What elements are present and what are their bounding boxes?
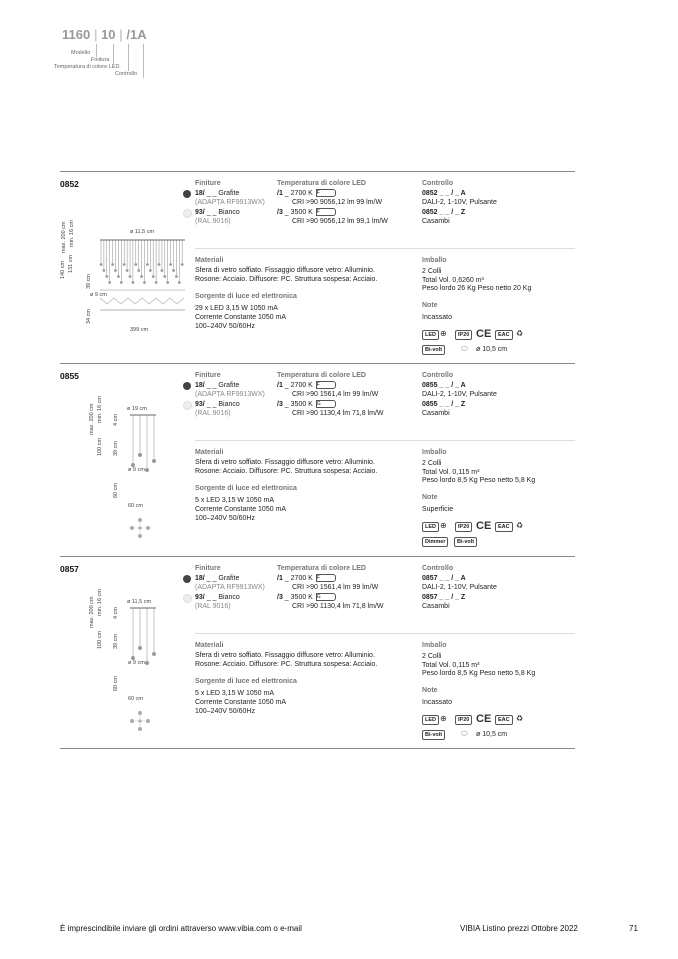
dim-diameter-top: ø 19 cm [127,406,147,412]
temp-title: Temperatura di colore LED [277,372,366,379]
control-code: 0852 _ _ / _ A [422,190,466,197]
source-line: Corrente Constante 1050 mA [195,506,287,513]
hole-diameter: ø 10,5 cm [476,731,508,738]
packing-line: Peso lordo 8,5 Kg Peso netto 5,8 Kg [422,477,536,484]
energy-class-badge: F [316,189,336,197]
led-badge: LED [422,715,439,725]
code-part-model: 1160 [62,27,91,42]
materials-title: Materiali [195,642,224,649]
packing-title: Imballo [422,257,447,264]
energy-class-badge: F [316,208,336,216]
driver-badge: Bi-volt [454,537,477,547]
dim-min: min. 16 cm [97,396,103,423]
temp-detail: CRI >90 1130,4 lm 71,8 lm/W [292,410,384,417]
finish-row: 18/ _ _ Grafite [195,382,240,389]
materials-line: Sfera di vetro soffiato. Fissaggio diffusore vetro: Alluminio. [195,267,375,274]
dim-drop: 4 cm [113,414,119,426]
control-title: Controllo [422,565,454,572]
note-value: Superficie [422,506,454,513]
control-desc: DALI-2, 1-10V, Pulsante [422,584,497,591]
note-title: Note [422,494,438,501]
source-line: 100–240V 50/60Hz [195,515,255,522]
materials-line: Sfera di vetro soffiato. Fissaggio diffusore vetro: Alluminio. [195,459,375,466]
packing-line: Total Vol. 0,115 m³ [422,661,480,669]
recycle-icon: ♻ [516,329,524,338]
driver-badge: Bi-volt [422,345,445,355]
temp-row: /1 _ 2700 K F [277,574,336,584]
dim-diameter-sphere: ø 9 cm [128,467,145,473]
hole-diameter: ø 10,5 cm [476,346,508,353]
source-title: Sorgente di luce ed elettronica [195,293,297,300]
materials-line: Rosone: Acciaio. Diffusore: PC. Struttura sospesa: Acciaio. [195,276,378,283]
dim-height-body: 39 cm [113,441,119,456]
dim-depth: 60 cm [113,676,119,691]
legend-finish: Finitura [91,57,110,63]
inner-divider [195,248,575,249]
product-drawing [95,238,190,313]
recycle-icon: ♻ [516,714,524,723]
dim-drop: 4 cm [113,607,119,619]
note-title: Note [422,687,438,694]
control-code: 0857 _ _ / _ Z [422,594,466,601]
finish-row: 18/ _ _ Grafite [195,575,240,582]
dim-diameter-top: ø 11,5 cm [127,599,152,605]
dim-width: 399 cm [130,327,149,333]
finish-row: 93/ _ _ Bianco [195,209,240,216]
packing-line: Peso lordo 8,5 Kg Peso netto 5,8 Kg [422,670,536,677]
finish-swatch [183,209,192,218]
source-line: 5 x LED 3,15 W 1050 mA [195,497,274,504]
control-code: 0852 _ _ / _ Z [422,209,466,216]
finiture-title: Finiture [195,565,221,572]
materials-line: Rosone: Acciaio. Diffusore: PC. Struttura sospesa: Acciaio. [195,468,378,475]
control-desc: Casambi [422,410,450,417]
control-title: Controllo [422,180,454,187]
source-title: Sorgente di luce ed elettronica [195,678,297,685]
finish-note: (RAL 9016) [195,218,231,225]
finiture-title: Finiture [195,372,221,379]
note-value: Incassato [422,699,452,706]
source-line: Corrente Constante 1050 mA [195,314,287,321]
finish-swatch [183,382,191,390]
source-line: 5 x LED 3,15 W 1050 mA [195,690,274,697]
driver-badge: Bi-volt [422,730,445,740]
dim-diameter-sphere: ø 9 cm [128,660,145,666]
temp-row: /1 _ 2700 K F [277,381,336,391]
materials-line: Rosone: Acciaio. Diffusore: PC. Struttura sospesa: Acciaio. [195,661,378,668]
ce-mark: CE [476,713,492,725]
recycle-icon: ♻ [516,521,524,530]
dim-depth: 60 cm [113,483,119,498]
packing-line: 2 Colli [422,268,442,275]
dim-height-body: 39 cm [113,634,119,649]
temp-detail: CRI >90 1130,4 lm 71,8 lm/W [292,603,384,610]
control-desc: Casambi [422,603,450,610]
dim-width: 60 cm [128,696,143,702]
control-code: 0855 _ _ / _ Z [422,401,466,408]
packing-line: Total Vol. 0,115 m³ [422,468,480,476]
packing-line: 2 Colli [422,460,442,467]
temp-detail: CRI >90 9056,12 lm 99,1 lm/W [292,218,388,225]
temp-detail: CRI >90 9056,12 lm 99 lm/W [292,199,383,206]
materials-title: Materiali [195,449,224,456]
section-divider [60,556,575,557]
legend-temp: Temperatura di colore LED [54,64,120,70]
footer-note: È imprescindibile inviare gli ordini attraverso www.vibia.com o e-mail [60,924,302,933]
dim-height-total: 100 cm [97,437,103,456]
finish-swatch [183,594,192,603]
source-line: 29 x LED 3,15 W 1050 mA [195,305,278,312]
legend-control: Controllo [115,71,138,77]
dim-min: min. 16 cm [97,589,103,616]
finish-note: (ADAPTA RF9913WX) [195,584,265,591]
code-part-finish: 10 [101,27,116,42]
temp-row: /3 _ 3500 K G [277,593,336,603]
dim-diameter-sphere: ø 9 cm [90,292,107,298]
inner-divider [195,633,575,634]
finish-swatch [183,401,192,410]
finish-note: (ADAPTA RF9913WX) [195,391,265,398]
led-badge: LED [422,330,439,340]
bulb-icon: ⊕ [440,521,447,530]
finish-swatch [183,575,191,583]
source-line: 100–240V 50/60Hz [195,708,255,715]
led-badge: LED [422,522,439,532]
control-code: 0855 _ _ / _ A [422,382,466,389]
ce-mark: CE [476,328,492,340]
eac-badge: EAC [495,715,513,725]
dim-max: max. 200 cm [89,596,95,628]
control-desc: DALI-2, 1-10V, Pulsante [422,199,497,206]
product-drawing [118,413,168,553]
packing-line: 2 Colli [422,653,442,660]
inner-divider [195,440,575,441]
ce-mark: CE [476,520,492,532]
packing-line: Total Vol. 0,6260 m³ [422,276,484,284]
temp-title: Temperatura di colore LED [277,565,366,572]
finish-note: (ADAPTA RF9913WX) [195,199,265,206]
driver-badge: Dimmer [422,537,448,547]
section-divider [60,171,575,172]
product-code: 0857 [60,564,79,574]
legend-model: Modello [71,50,91,56]
code-part-temp: /1A [126,27,147,42]
bulb-icon: ⊕ [440,329,447,338]
page-number: 71 [629,924,638,933]
dim-height-total: 140 cm [60,260,66,279]
finish-swatch [183,190,191,198]
packing-line: Peso lordo 26 Kg Peso netto 20 Kg [422,285,532,292]
energy-class-badge: F [316,381,336,389]
control-desc: DALI-2, 1-10V, Pulsante [422,391,497,398]
source-line: 100–240V 50/60Hz [195,323,255,330]
energy-class-badge: F [316,574,336,582]
ip-badge: IP20 [455,330,472,340]
temp-title: Temperatura di colore LED [277,180,366,187]
finish-note: (RAL 9016) [195,603,231,610]
control-title: Controllo [422,372,454,379]
control-code: 0857 _ _ / _ A [422,575,466,582]
materials-line: Sfera di vetro soffiato. Fissaggio diffusore vetro: Alluminio. [195,652,375,659]
product-drawing [118,606,168,746]
eac-badge: EAC [495,330,513,340]
eac-badge: EAC [495,522,513,532]
temp-detail: CRI >90 1561,4 lm 99 lm/W [292,584,379,591]
temp-row: /3 _ 3500 K G [277,400,336,410]
hole-icon: ⬭ [461,344,468,353]
packing-title: Imballo [422,642,447,649]
finish-row: 93/ _ _ Bianco [195,401,240,408]
temp-row: /1 _ 2700 K F [277,189,336,199]
dim-max: max. 200 cm [89,403,95,435]
dim-depth: 34 cm [86,309,92,324]
dim-min: min. 16 cm [69,220,75,247]
energy-class-badge: G [316,400,336,408]
control-desc: Casambi [422,218,450,225]
note-value: Incassato [422,314,452,321]
dim-max: max. 200 cm [61,221,67,253]
dim-height-total: 100 cm [97,630,103,649]
temp-detail: CRI >90 1561,4 lm 99 lm/W [292,391,379,398]
energy-class-badge: G [316,593,336,601]
product-code: 0855 [60,371,79,381]
ip-badge: IP20 [455,522,472,532]
section-divider [60,363,575,364]
bulb-icon: ⊕ [440,714,447,723]
dim-height-body: 131 cm [68,254,74,273]
temp-row: /3 _ 3500 K F [277,208,336,218]
product-code: 0852 [60,179,79,189]
ip-badge: IP20 [455,715,472,725]
section-divider [60,748,575,749]
finiture-title: Finiture [195,180,221,187]
finish-row: 18/ _ _ Grafite [195,190,240,197]
packing-title: Imballo [422,449,447,456]
materials-title: Materiali [195,257,224,264]
hole-icon: ⬭ [461,729,468,738]
finish-row: 93/ _ _ Bianco [195,594,240,601]
footer-catalog: VIBIA Listino prezzi Ottobre 2022 [460,924,578,933]
dim-drop: 39 cm [86,274,92,289]
dim-width: 60 cm [128,503,143,509]
note-title: Note [422,302,438,309]
dim-diameter-top: ø 11,5 cm [130,229,155,235]
source-line: Corrente Constante 1050 mA [195,699,287,706]
source-title: Sorgente di luce ed elettronica [195,485,297,492]
finish-note: (RAL 9016) [195,410,231,417]
